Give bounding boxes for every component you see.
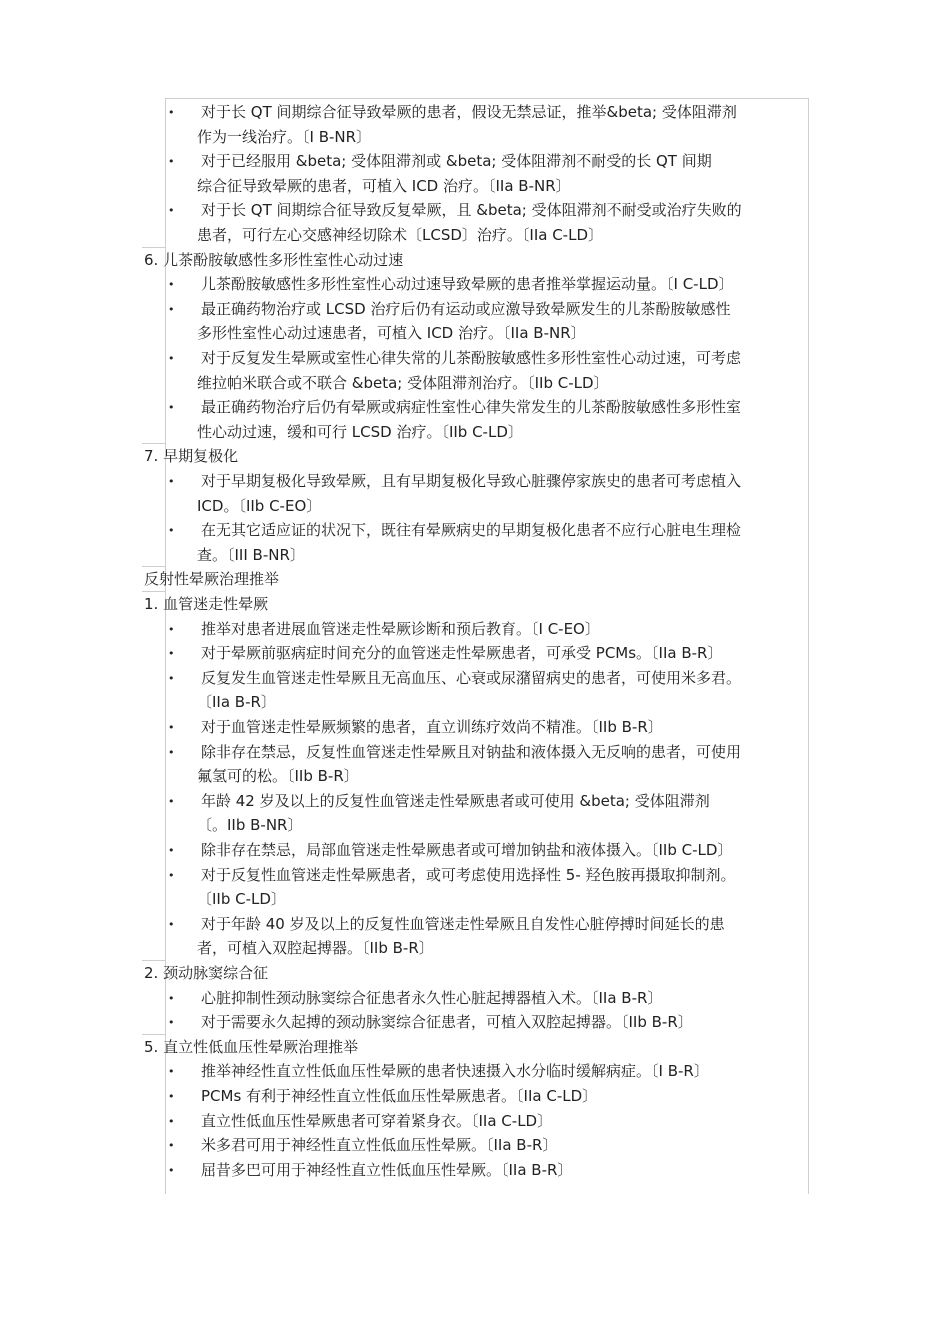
list-item-text: 最正确药物治疗后仍有晕厥或病症性室性心律失常发生的儿茶酚胺敏感性多形性室 xyxy=(201,398,742,417)
list-item xyxy=(0,272,950,297)
bullet-icon: • xyxy=(168,671,175,685)
list-item-continuation: 〔。IIb B-NR〕 xyxy=(197,816,303,835)
list-item xyxy=(0,863,950,888)
list-item-text: 屈昔多巴可用于神经性直立性低血压性晕厥。〔IIa B-R〕 xyxy=(201,1160,573,1179)
list-item-text: 对于需要永久起搏的颈动脉窦综合征患者，可植入双腔起搏器。〔IIb B-R〕 xyxy=(201,1013,693,1032)
bullet-icon: • xyxy=(168,647,175,661)
section-heading: 反射性晕厥治理推举 xyxy=(144,570,280,589)
list-item xyxy=(0,789,950,814)
section-heading-row xyxy=(0,248,950,273)
list-item-text: 对于晕厥前驱病症时间充分的血管迷走性晕厥患者，可承受 PCMs。〔IIa B-R〕 xyxy=(201,644,723,663)
list-item xyxy=(0,764,950,789)
list-item-text: 心脏抑制性颈动脉窦综合征患者永久性心脏起搏器植入术。〔IIa B-R〕 xyxy=(201,988,663,1007)
list-item xyxy=(0,1059,950,1084)
list-item xyxy=(0,1109,950,1134)
list-item-text: 推举神经性直立性低血压性晕厥的患者快速摄入水分临时缓解病症。〔I B-R〕 xyxy=(201,1062,709,1081)
list-item-text: PCMs 有利于神经性直立性低血压性晕厥患者。〔IIa C-LD〕 xyxy=(201,1087,598,1105)
content-top-boundary xyxy=(165,98,809,99)
list-item-text: 米多君可用于神经性直立性低血压性晕厥。〔IIa B-R〕 xyxy=(201,1136,558,1155)
bullet-icon: • xyxy=(168,106,175,119)
section-heading-row xyxy=(0,1035,950,1060)
list-item xyxy=(0,838,950,863)
section-heading-row xyxy=(0,592,950,617)
list-item xyxy=(0,297,950,322)
bullet-icon: • xyxy=(168,1163,175,1177)
list-item xyxy=(0,813,950,838)
list-item xyxy=(0,149,950,174)
list-item-text: 在无其它适应证的状况下，既往有晕厥病史的早期复极化患者不应行心脏电生理检 xyxy=(201,521,742,540)
list-item xyxy=(0,371,950,396)
bullet-icon: • xyxy=(168,1090,175,1103)
list-item-text: 对于已经服用 &beta; 受体阻滞剂或 &beta; 受体阻滞剂不耐受的长 QT 间期 xyxy=(201,152,712,171)
list-item-continuation: 查。〔III B-NR〕 xyxy=(197,545,305,564)
list-item xyxy=(0,666,950,691)
list-item-continuation: 〔IIb C-LD〕 xyxy=(197,890,286,909)
bullet-icon: • xyxy=(168,844,175,857)
list-item-text: 对于反复发生晕厥或室性心律失常的儿茶酚胺敏感性多形性室性心动过速，可考虑 xyxy=(201,349,742,367)
list-item xyxy=(0,494,950,519)
section-heading: 6. 儿茶酚胺敏感性多形性室性心动过速 xyxy=(144,250,404,269)
list-item-text: 对于血管迷走性晕厥频繁的患者，直立训练疗效尚不精准。〔IIb B-R〕 xyxy=(201,718,663,736)
list-item-text: 对于早期复极化导致晕厥，且有早期复极化导致心脏骤停家族史的患者可考虑植入 xyxy=(201,472,742,490)
bullet-icon: • xyxy=(168,1114,175,1128)
list-item xyxy=(0,1133,950,1158)
list-item xyxy=(0,617,950,642)
bullet-icon: • xyxy=(168,524,175,538)
list-item xyxy=(0,223,950,248)
bullet-icon: • xyxy=(168,868,175,882)
list-item xyxy=(0,420,950,445)
bullet-icon: • xyxy=(168,917,175,931)
section-heading: 5. 直立性低血压性晕厥治理推举 xyxy=(144,1037,359,1056)
bullet-icon: • xyxy=(168,204,175,218)
list-item-text: 对于长 QT 间期综合征导致晕厥的患者，假设无禁忌证，推举&beta; 受体阻滞剂 xyxy=(201,103,737,121)
bullet-icon: • xyxy=(168,302,175,316)
bullet-icon: • xyxy=(168,794,175,808)
list-item xyxy=(0,543,950,568)
bullet-icon: • xyxy=(168,475,175,488)
list-item xyxy=(0,641,950,666)
bullet-icon: • xyxy=(168,155,175,169)
list-item xyxy=(0,321,950,346)
list-item-continuation: 〔IIa B-R〕 xyxy=(197,693,276,712)
list-item xyxy=(0,174,950,199)
list-item-text: 对于年龄 40 岁及以上的反复性血管迷走性晕厥且自发性心脏停搏时间延长的患 xyxy=(201,914,725,933)
bullet-icon: • xyxy=(168,1065,175,1079)
section-heading-row xyxy=(0,961,950,986)
list-item xyxy=(0,469,950,494)
bullet-icon: • xyxy=(168,622,175,636)
list-item-text: 年龄 42 岁及以上的反复性血管迷走性晕厥患者或可使用 &beta; 受体阻滞剂 xyxy=(201,791,710,810)
list-item-continuation: 者，可植入双腔起搏器。〔IIb B-R〕 xyxy=(197,939,434,958)
list-item-continuation: 多形性室性心动过速患者，可植入 ICD 治疗。〔IIa B-NR〕 xyxy=(197,324,586,343)
list-item-text: 除非存在禁忌，局部血管迷走性晕厥患者或可增加钠盐和液体摄入。〔IIb C-LD〕 xyxy=(201,841,733,859)
section-heading-row xyxy=(0,567,950,592)
list-item-continuation: 性心动过速，缓和可行 LCSD 治疗。〔IIb C-LD〕 xyxy=(197,422,523,441)
section-heading: 1. 血管迷走性晕厥 xyxy=(144,595,269,613)
bullet-icon: • xyxy=(168,401,175,415)
bullet-icon: • xyxy=(168,1139,175,1153)
list-item xyxy=(0,1084,950,1109)
bullet-icon: • xyxy=(168,278,175,292)
list-item-continuation: 氟氢可的松。〔IIb B-R〕 xyxy=(197,767,359,786)
section-heading: 2. 颈动脉窦综合征 xyxy=(144,964,269,982)
list-item xyxy=(0,198,950,223)
list-item xyxy=(0,936,950,961)
list-item xyxy=(0,887,950,912)
list-item-text: 最正确药物治疗或 LCSD 治疗后仍有运动或应激导致晕厥发生的儿茶酚胺敏感性 xyxy=(201,299,731,318)
bullet-icon: • xyxy=(168,745,175,759)
list-item xyxy=(0,125,950,150)
section-heading-row xyxy=(0,444,950,469)
list-item xyxy=(0,395,950,420)
list-item xyxy=(0,1010,950,1035)
list-item xyxy=(0,715,950,740)
list-item-text: 推举对患者进展血管迷走性晕厥诊断和预后教育。〔I C-EO〕 xyxy=(201,619,600,638)
list-item xyxy=(0,740,950,765)
list-item xyxy=(0,100,950,125)
list-item-text: 直立性低血压性晕厥患者可穿着紧身衣。〔IIa C-LD〕 xyxy=(201,1111,553,1130)
bullet-icon: • xyxy=(168,1016,175,1030)
list-item xyxy=(0,518,950,543)
section-heading: 7. 早期复极化 xyxy=(144,447,239,466)
list-item-continuation: 维拉帕米联合或不联合 &beta; 受体阻滞剂治疗。〔IIb C-LD〕 xyxy=(197,373,609,392)
list-item-continuation: 患者，可行左心交感神经切除术〔LCSD〕治疗。〔IIa C-LD〕 xyxy=(197,226,604,244)
list-item-text: 儿茶酚胺敏感性多形性室性心动过速导致晕厥的患者推举掌握运动量。〔I C-LD〕 xyxy=(201,275,734,294)
list-item-text: 对于长 QT 间期综合征导致反复晕厥，且 &beta; 受体阻滞剂不耐受或治疗失败的 xyxy=(201,201,742,220)
list-item xyxy=(0,912,950,937)
list-item xyxy=(0,1158,950,1183)
list-item-continuation: 综合征导致晕厥的患者，可植入 ICD 治疗。〔IIa B-NR〕 xyxy=(197,176,571,195)
list-item-continuation: 作为一线治疗。〔I B-NR〕 xyxy=(197,127,372,146)
list-item xyxy=(0,690,950,715)
list-item-text: 对于反复性血管迷走性晕厥患者，或可考虑使用选择性 5- 羟色胺再摄取抑制剂。 xyxy=(201,865,736,884)
bullet-icon: • xyxy=(168,352,175,365)
bullet-icon: • xyxy=(168,721,175,734)
bullet-icon: • xyxy=(168,991,175,1005)
list-item-text: 除非存在禁忌，反复性血管迷走性晕厥且对钠盐和液体摄入无反响的患者，可使用 xyxy=(201,742,742,761)
list-item xyxy=(0,986,950,1011)
list-item-text: 反复发生血管迷走性晕厥且无高血压、心衰或尿潴留病史的患者，可使用米多君。 xyxy=(201,668,742,687)
list-item-continuation: ICD。〔IIb C-EO〕 xyxy=(197,496,322,515)
list-item xyxy=(0,346,950,371)
